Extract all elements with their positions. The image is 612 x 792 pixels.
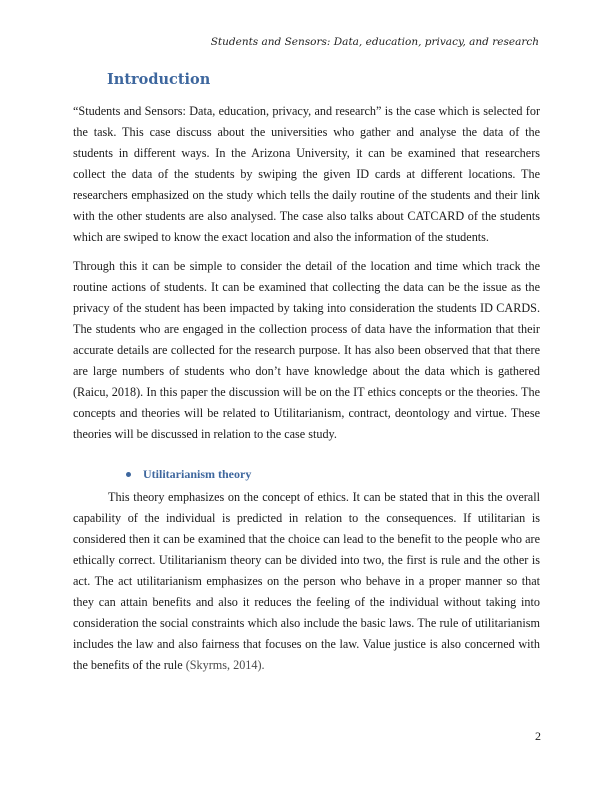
citation-skyrms: (Skyrms, 2014). — [185, 658, 265, 672]
intro-paragraph-2: Through this it can be simple to consider the detail of the location and time which track the routine actions of students. It can be examined that collecting the data can be the issue as the privacy of the student has been impacted by taking into consideration the students ID CARDS. The students who are engaged in the collection process of data have the information that their accurate details are collected for the research purpose. It has also been observed that that there are large numbers of students who don’t have knowledge about the data which is gathered (Raicu, 2018). In this paper the discussion will be on the IT ethics concepts or the theories. The concepts and theories will be related to Utilitarianism, contract, deontology and virtue. These theories will be discussed in relation to the case study. — [73, 259, 540, 441]
page-number: 2 — [535, 729, 541, 743]
utilitarianism-paragraph — [73, 487, 540, 676]
utilitarianism-body-text: This theory emphasizes on the concept of ethics. It can be stated that in this the overall capability of the individual is predicted in relation to the consequences. If utilitarian is considered then it can be examined that the choice can lead to the benefit to the people who are ethically correct. Utilitarianism theory can be divided into two, the first is rule and the other is act. The act utilitarianism emphasizes on the person who behave in a proper manner so that they can attain benefits and also it reduces the feeling of the individual without taking into consideration the social constraints which also include the basic laws. The rule of utilitarianism includes the law and also fairness that focuses on the law. Value justice is also concerned with the benefits of the rule — [73, 490, 540, 672]
intro-paragraph-1: “Students and Sensors: Data, education, privacy, and research” is the case which is selected for the task. This case discuss about the universities who gather and analyse the data of the students in different ways. In the Arizona University, it can be examined that researchers collect the data of the students by swiping the given ID cards at different locations. The researchers emphasized on the study which tells the daily routine of the students and their link with the other students are also analysed. The case also talks about CATCARD of the students which are swiped to know the exact location and also the information of the students. — [73, 104, 540, 244]
section-heading-introduction: Introduction — [107, 71, 211, 88]
running-header: Students and Sensors: Data, education, privacy, and research — [210, 36, 539, 48]
bullet-icon — [126, 472, 131, 477]
bullet-heading-label: Utilitarianism theory — [143, 467, 252, 481]
bullet-heading-utilitarianism — [126, 467, 251, 482]
